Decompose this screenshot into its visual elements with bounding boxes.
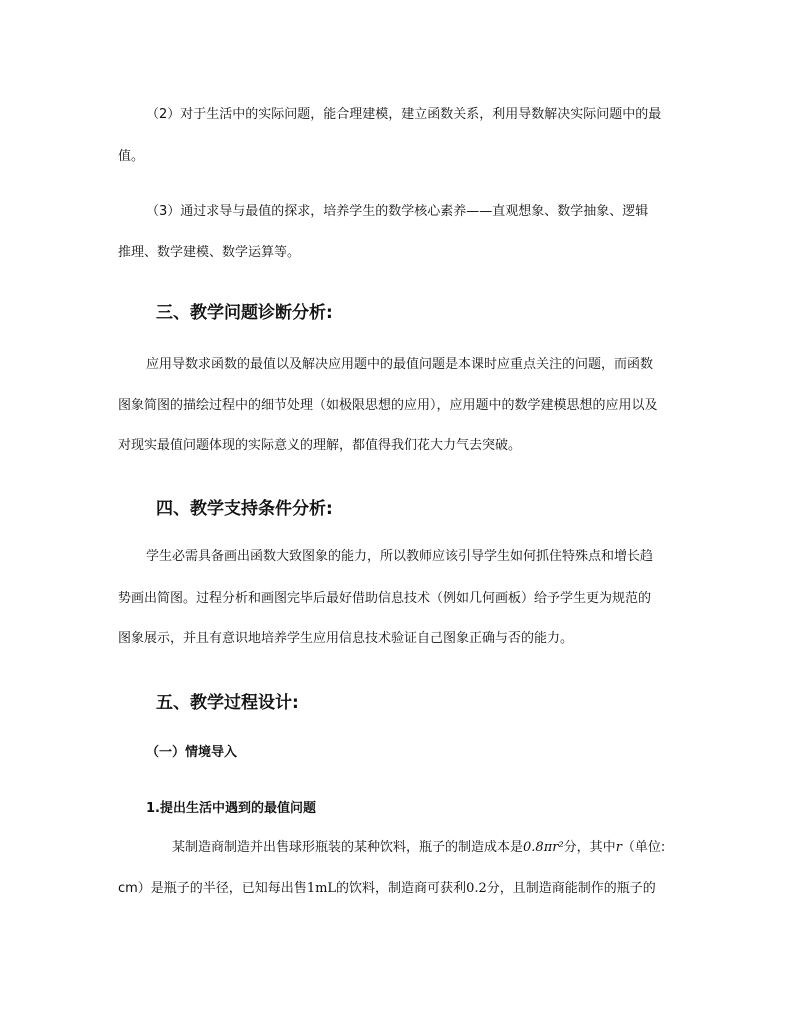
problem-paragraph-line2 — [118, 879, 680, 899]
objective-3-line1: （3）通过求导与最值的探求，培养学生的数学核心素养——直观想象、数学抽象、逻辑 — [146, 204, 649, 219]
radius-variable: r — [615, 840, 622, 855]
volume-unit: 1mL — [306, 881, 337, 896]
section-3-line3: 对现实最值问题体现的实际意义的理解，都值得我们花大力气去突破。 — [118, 438, 522, 453]
objective-2-line1: （2）对于生活中的实际问题，能合理建模，建立函数关系，利用导数解决实际问题中的最 — [146, 107, 662, 122]
section-3-line1: 应用导数求函数的最值以及解决应用题中的最值问题是本课时应重点关注的问题，而函数 — [146, 357, 654, 372]
section-4-line1: 学生必需具备画出函数大致图象的能力，所以教师应该引导学生如何抓住特殊点和增长趋 — [146, 549, 654, 564]
subsection-real-life-problem: 1.提出生活中遇到的最值问题 — [146, 801, 316, 816]
cost-formula: 0.8πr² — [523, 840, 564, 855]
problem-text-a: 某制造商制造并出售球形瓶装的某种饮料，瓶子的制造成本是 — [172, 840, 524, 855]
objective-2-line2: 值。 — [118, 149, 145, 164]
problem-text-c: （单位: — [621, 840, 666, 855]
problem-text-b: 分，其中 — [563, 840, 616, 855]
section-3-line2: 图象简图的描绘过程中的细节处理（如极限思想的应用），应用题中的数学建模思想的应用以及 — [118, 398, 658, 413]
profit-value: 0.2 — [466, 881, 487, 896]
objective-3-line2: 推理、数学建模、数学运算等。 — [118, 245, 301, 260]
section-4-heading: 四、教学支持条件分析: — [156, 499, 333, 519]
section-4-line3: 图象展示，并且有意识地培养学生应用信息技术验证自己图象正确与否的能力。 — [118, 631, 574, 646]
section-3-heading: 三、教学问题诊断分析: — [156, 303, 333, 323]
section-4-line2: 势画出简图。过程分析和画图完毕后最好借助信息技术（例如几何画板）给予学生更为规范的 — [118, 591, 652, 606]
problem-paragraph-line1 — [172, 838, 734, 858]
subsection-situation-intro: （一）情境导入 — [146, 745, 238, 760]
problem-text-e: 的饮料，制造商可获利 — [336, 881, 467, 896]
section-5-heading: 五、教学过程设计: — [156, 693, 299, 713]
problem-text-f: 分，且制造商能制作的瓶子的 — [486, 881, 656, 896]
problem-text-d: cm）是瓶子的半径，已知每出售 — [118, 881, 307, 896]
